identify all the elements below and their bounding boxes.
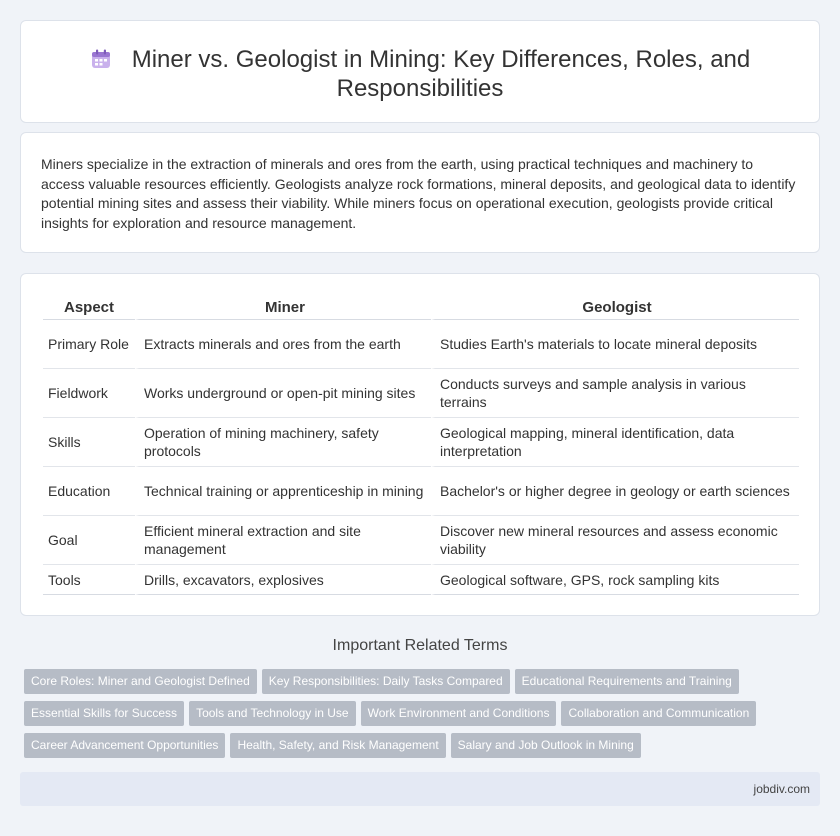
- page-title: Miner vs. Geologist in Mining: Key Differences, Roles, and Responsibilities: [131, 46, 751, 102]
- table-row: [43, 565, 799, 595]
- related-term-tag[interactable]: Tools and Technology in Use: [189, 701, 356, 726]
- related-term-tag[interactable]: Salary and Job Outlook in Mining: [451, 733, 641, 758]
- table-row: [43, 369, 799, 418]
- tag-row: [24, 669, 824, 701]
- table-row: [43, 320, 799, 369]
- intro-card: [20, 132, 820, 253]
- related-term-tag[interactable]: Essential Skills for Success: [24, 701, 184, 726]
- cell-miner: Drills, excavators, explosives: [135, 565, 431, 595]
- footer-site-link[interactable]: jobdiv.com: [753, 782, 810, 796]
- table-row: [43, 516, 799, 565]
- related-term-tag[interactable]: Work Environment and Conditions: [361, 701, 557, 726]
- comparison-table: [43, 296, 799, 595]
- cell-geologist: Geological mapping, mineral identification, data interpretation: [431, 418, 799, 467]
- cell-miner: Works underground or open-pit mining sites: [135, 369, 431, 418]
- cell-miner: Efficient mineral extraction and site management: [135, 516, 431, 565]
- title-card: [20, 20, 820, 123]
- cell-miner: Technical training or apprenticeship in mining: [135, 467, 431, 516]
- tag-row: [24, 733, 824, 765]
- related-term-tag[interactable]: Key Responsibilities: Daily Tasks Compared: [262, 669, 510, 694]
- cell-aspect: Primary Role: [43, 320, 135, 369]
- cell-geologist: Conducts surveys and sample analysis in various terrains: [431, 369, 799, 418]
- cell-aspect: Fieldwork: [43, 369, 135, 418]
- related-term-tag[interactable]: Collaboration and Communication: [561, 701, 756, 726]
- cell-aspect: Skills: [43, 418, 135, 467]
- header-aspect: Aspect: [43, 296, 135, 320]
- table-row: [43, 467, 799, 516]
- related-term-tag[interactable]: Educational Requirements and Training: [515, 669, 739, 694]
- table-header-row: [43, 296, 799, 320]
- cell-aspect: Education: [43, 467, 135, 516]
- cell-miner: Operation of mining machinery, safety protocols: [135, 418, 431, 467]
- footer: [20, 772, 820, 806]
- cell-geologist: Studies Earth's materials to locate mineral deposits: [431, 320, 799, 369]
- cell-geologist: Discover new mineral resources and assess economic viability: [431, 516, 799, 565]
- related-term-tag[interactable]: Core Roles: Miner and Geologist Defined: [24, 669, 257, 694]
- cell-geologist: Bachelor's or higher degree in geology or earth sciences: [431, 467, 799, 516]
- page-title-wrap: [21, 45, 819, 103]
- cell-aspect: Tools: [43, 565, 135, 595]
- related-terms-title: Important Related Terms: [332, 637, 508, 654]
- comparison-card: [20, 273, 820, 616]
- cell-miner: Extracts minerals and ores from the earth: [135, 320, 431, 369]
- related-term-tag[interactable]: Health, Safety, and Risk Management: [230, 733, 445, 758]
- related-terms-tags: [24, 669, 824, 765]
- cell-geologist: Geological software, GPS, rock sampling kits: [431, 565, 799, 595]
- header-miner: Miner: [135, 296, 431, 320]
- related-term-tag[interactable]: Career Advancement Opportunities: [24, 733, 225, 758]
- calendar-icon: [90, 48, 112, 70]
- tag-row: [24, 701, 824, 733]
- table-row: [43, 418, 799, 467]
- cell-aspect: Goal: [43, 516, 135, 565]
- header-geologist: Geologist: [431, 296, 799, 320]
- intro-paragraph: Miners specialize in the extraction of minerals and ores from the earth, using practical techniques and machinery to access valuable resources efficiently. Geologists analyze rock formations, mineral deposits, and geological data to identify potential mining sites and assess their viability. While miners focus on operational execution, geologists provide critical insights for exploration and resource management.: [41, 156, 796, 231]
